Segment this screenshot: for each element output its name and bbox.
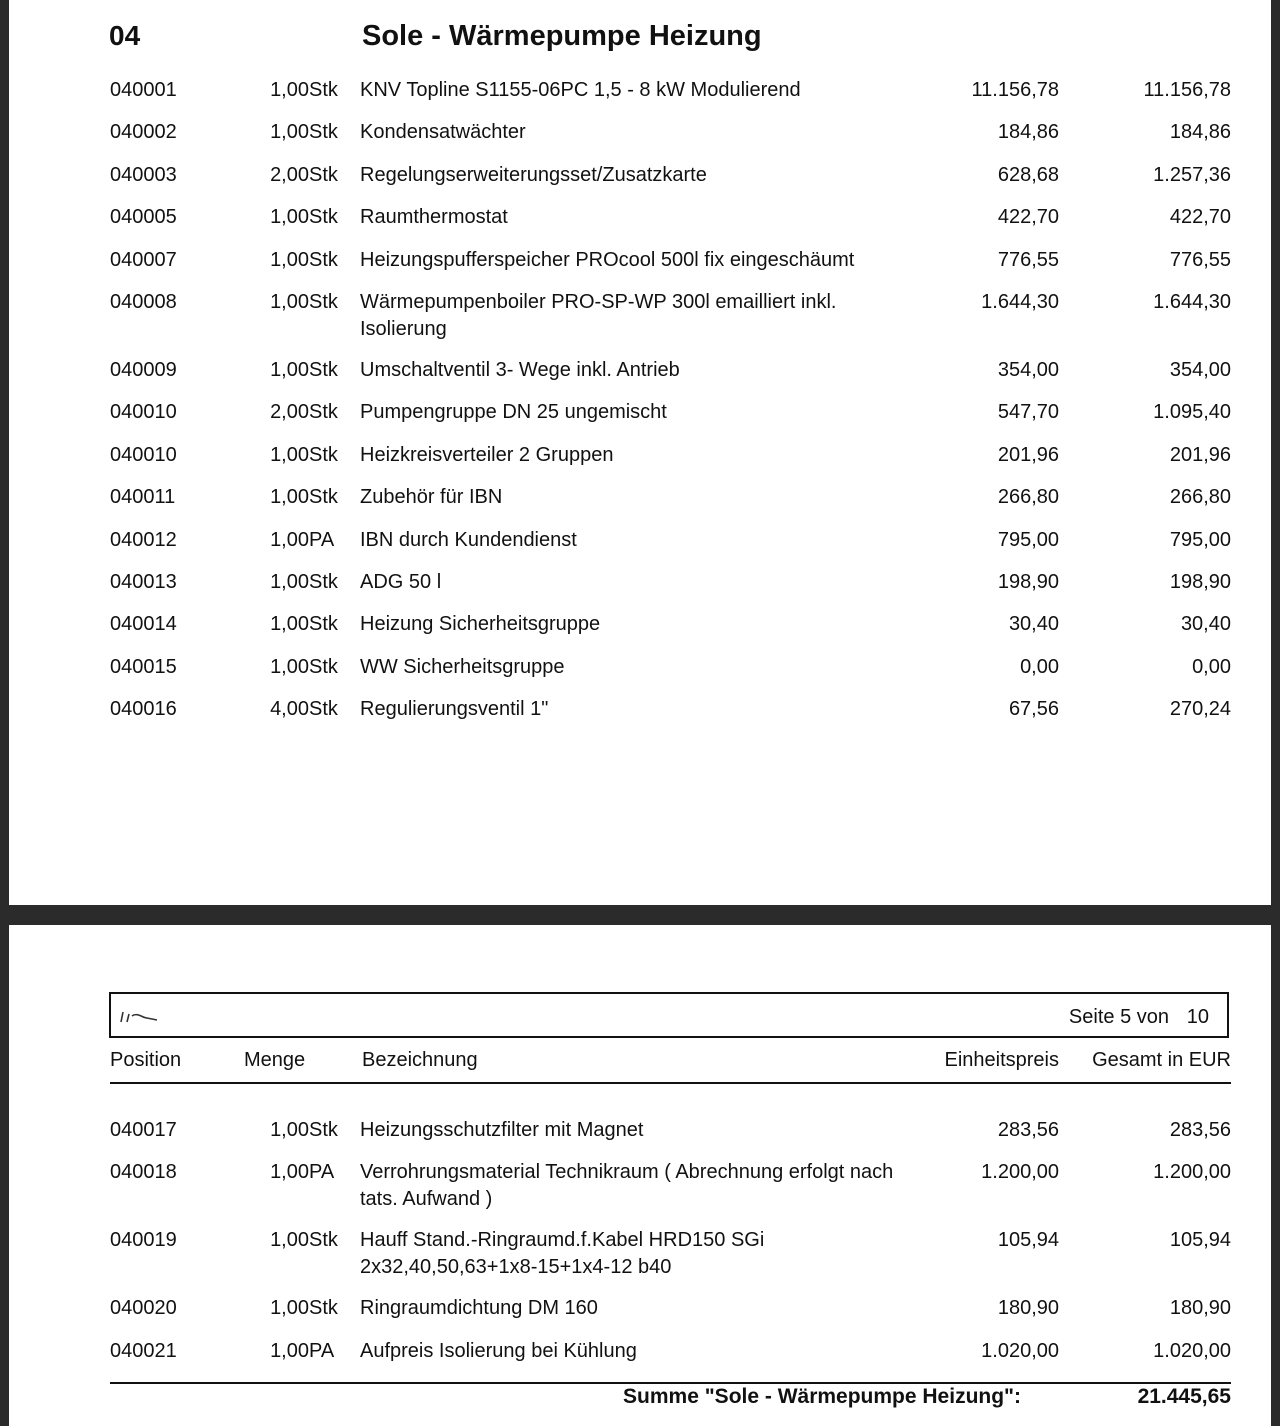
section-number: 04 <box>109 20 141 51</box>
unit-price-cell: 1.200,00 <box>981 1161 1059 1184</box>
section-title: Sole - Wärmepumpe Heizung <box>362 20 762 52</box>
position-cell: 040010 <box>110 443 177 466</box>
description-cell: Heizung Sicherheitsgruppe <box>360 613 601 636</box>
description-cell: Regelungserweiterungsset/Zusatzkarte <box>360 163 707 186</box>
description-cell: Umschaltventil 3- Wege inkl. Antrieb <box>360 358 680 381</box>
table-row <box>9 399 1271 441</box>
position-cell: 040003 <box>110 163 177 186</box>
total-cell: 266,80 <box>1169 486 1231 509</box>
unit-price-cell: 0,00 <box>1020 655 1059 678</box>
unit-cell: Stk <box>309 79 338 101</box>
unit-price-cell: 547,70 <box>997 401 1059 424</box>
total-cell: 1.095,40 <box>1153 401 1231 424</box>
total-cell: 1.020,00 <box>1153 1339 1231 1362</box>
unit-cell: PA <box>309 1161 335 1184</box>
header-divider <box>110 1082 1231 1084</box>
table-row <box>9 696 1271 738</box>
description-cell: Kondensatwächter <box>360 121 526 144</box>
col-header-position: Position <box>110 1049 182 1071</box>
position-cell: 040009 <box>110 358 177 381</box>
table-row <box>9 654 1271 696</box>
line-items-page-1 <box>9 77 1271 738</box>
position-cell: 040011 <box>110 486 176 509</box>
unit-price-cell: 105,94 <box>997 1229 1059 1252</box>
section-header <box>9 18 1271 58</box>
section-summary <box>9 1385 1271 1415</box>
total-cell: 795,00 <box>1169 528 1231 551</box>
unit-cell: Stk <box>309 358 338 381</box>
table-row <box>9 162 1271 204</box>
total-cell: 270,24 <box>1169 698 1231 721</box>
table-row <box>9 442 1271 484</box>
unit-price-cell: 354,00 <box>997 358 1059 381</box>
unit-cell: Stk <box>309 248 338 271</box>
col-header-quantity: Menge <box>244 1049 306 1071</box>
total-cell: 201,96 <box>1169 443 1231 466</box>
quantity-cell: 1,00 <box>270 570 309 593</box>
quantity-cell: 2,00 <box>270 401 309 424</box>
unit-cell: Stk <box>309 1119 338 1141</box>
table-row <box>9 1295 1271 1337</box>
position-cell: 040007 <box>110 248 177 271</box>
summary-value: 21.445,65 <box>1137 1385 1231 1408</box>
table-row <box>9 1117 1271 1159</box>
table-row <box>9 289 1271 357</box>
unit-price-cell: 283,56 <box>997 1119 1059 1141</box>
description-cell: WW Sicherheitsgruppe <box>360 655 565 678</box>
quantity-cell: 1,00 <box>270 613 309 636</box>
summary-divider <box>110 1382 1231 1384</box>
description-cell <box>360 1227 945 1281</box>
description-line-2: Isolierung <box>360 317 447 340</box>
quantity-cell: 2,00 <box>270 163 309 186</box>
unit-price-cell: 198,90 <box>997 570 1059 593</box>
total-cell: 180,90 <box>1169 1297 1231 1320</box>
unit-price-cell: 795,00 <box>997 528 1059 551</box>
total-cell: 0,00 <box>1192 655 1231 678</box>
quantity-cell: 1,00 <box>270 1339 309 1362</box>
table-row <box>9 119 1271 161</box>
description-cell <box>360 289 945 343</box>
quantity-cell: 1,00 <box>270 248 309 271</box>
document-page-1 <box>9 0 1271 905</box>
total-cell: 1.644,30 <box>1153 290 1231 313</box>
unit-price-cell: 422,70 <box>997 206 1059 229</box>
position-cell: 040013 <box>110 570 177 593</box>
unit-cell: Stk <box>309 401 338 424</box>
position-cell: 040014 <box>110 613 177 636</box>
table-row <box>9 1227 1271 1295</box>
description-line-1: Verrohrungsmaterial Technikraum ( Abrechnung erfolgt nach <box>360 1161 894 1184</box>
total-cell: 283,56 <box>1169 1119 1231 1141</box>
unit-cell: Stk <box>309 698 338 721</box>
table-row <box>9 247 1271 289</box>
unit-cell: Stk <box>309 163 338 186</box>
position-cell: 040019 <box>110 1229 177 1252</box>
quantity-cell: 1,00 <box>270 1119 309 1141</box>
page-total: 10 <box>1186 1006 1209 1028</box>
description-cell: Heizungsschutzfilter mit Magnet <box>360 1119 644 1141</box>
quantity-cell: 1,00 <box>270 486 309 509</box>
total-cell: 776,55 <box>1169 248 1231 271</box>
total-cell: 11.156,78 <box>1143 79 1231 101</box>
document-page-2 <box>9 925 1271 1426</box>
quantity-cell: 1,00 <box>270 443 309 466</box>
col-header-total: Gesamt in EUR <box>1092 1049 1231 1071</box>
unit-cell: PA <box>309 528 335 551</box>
position-cell: 040020 <box>110 1297 177 1320</box>
unit-cell: Stk <box>309 486 338 509</box>
unit-price-cell: 1.644,30 <box>981 290 1059 313</box>
table-row <box>9 204 1271 246</box>
total-cell: 184,86 <box>1169 121 1231 144</box>
position-cell: 040001 <box>110 79 177 101</box>
description-cell: KNV Topline S1155-06PC 1,5 - 8 kW Modulierend <box>360 79 801 101</box>
description-cell: IBN durch Kundendienst <box>360 528 577 551</box>
description-cell: Heizungspufferspeicher PROcool 500l fix eingeschäumt <box>360 248 855 271</box>
position-cell: 040005 <box>110 206 177 229</box>
description-line-2: tats. Aufwand ) <box>360 1188 493 1211</box>
description-cell: Regulierungsventil 1" <box>360 698 549 721</box>
description-cell: ADG 50 l <box>360 570 442 593</box>
quantity-cell: 1,00 <box>270 79 309 101</box>
quantity-cell: 4,00 <box>270 698 309 721</box>
page-header-box <box>109 992 1229 1038</box>
summary-label: Summe "Sole - Wärmepumpe Heizung": <box>623 1385 1021 1408</box>
description-cell <box>360 1159 945 1213</box>
description-cell: Heizkreisverteiler 2 Gruppen <box>360 443 614 466</box>
description-cell: Zubehör für IBN <box>360 486 503 509</box>
table-row <box>9 357 1271 399</box>
unit-price-cell: 266,80 <box>997 486 1059 509</box>
quantity-cell: 1,00 <box>270 655 309 678</box>
unit-cell: Stk <box>309 655 338 678</box>
table-row <box>9 569 1271 611</box>
position-cell: 040010 <box>110 401 177 424</box>
description-cell: Raumthermostat <box>360 206 508 229</box>
description-line-1: Wärmepumpenboiler PRO-SP-WP 300l emailliert inkl. <box>360 290 837 313</box>
table-row <box>9 484 1271 526</box>
unit-price-cell: 180,90 <box>997 1297 1059 1320</box>
position-cell: 040018 <box>110 1161 177 1184</box>
total-cell: 105,94 <box>1169 1229 1231 1252</box>
unit-cell: Stk <box>309 443 338 466</box>
company-logo-icon <box>117 1006 161 1024</box>
unit-cell: Stk <box>309 1297 338 1320</box>
unit-price-cell: 776,55 <box>997 248 1059 271</box>
unit-price-cell: 201,96 <box>997 443 1059 466</box>
unit-price-cell: 30,40 <box>1008 613 1059 636</box>
unit-cell: Stk <box>309 121 338 144</box>
table-row <box>9 1338 1271 1380</box>
quantity-cell: 1,00 <box>270 1297 309 1320</box>
unit-cell: Stk <box>309 206 338 229</box>
quantity-cell: 1,00 <box>270 528 309 551</box>
unit-price-cell: 1.020,00 <box>981 1339 1059 1362</box>
total-cell: 1.200,00 <box>1153 1161 1231 1184</box>
position-cell: 040012 <box>110 528 177 551</box>
description-cell: Aufpreis Isolierung bei Kühlung <box>360 1339 637 1362</box>
total-cell: 1.257,36 <box>1153 163 1231 186</box>
table-column-headers <box>9 1049 1271 1077</box>
total-cell: 30,40 <box>1180 613 1231 636</box>
quantity-cell: 1,00 <box>270 1161 309 1184</box>
unit-cell: Stk <box>309 290 338 313</box>
description-cell: Pumpengruppe DN 25 ungemischt <box>360 401 667 424</box>
total-cell: 422,70 <box>1169 206 1231 229</box>
table-row <box>9 1159 1271 1227</box>
unit-cell: Stk <box>309 613 338 636</box>
unit-cell: Stk <box>309 1229 338 1252</box>
position-cell: 040016 <box>110 698 177 721</box>
description-line-2: 2x32,40,50,63+1x8-15+1x4-12 b40 <box>360 1256 672 1279</box>
table-row <box>9 611 1271 653</box>
unit-cell: Stk <box>309 570 338 593</box>
total-cell: 354,00 <box>1169 358 1231 381</box>
position-cell: 040017 <box>110 1119 177 1141</box>
page-indicator-label: Seite 5 von <box>1068 1006 1169 1028</box>
quantity-cell: 1,00 <box>270 206 309 229</box>
table-row <box>9 527 1271 569</box>
line-items-page-2 <box>9 1117 1271 1380</box>
col-header-unit-price: Einheitspreis <box>944 1049 1059 1071</box>
col-header-description: Bezeichnung <box>362 1049 478 1071</box>
unit-cell: PA <box>309 1339 335 1362</box>
position-cell: 040008 <box>110 290 177 313</box>
position-cell: 040002 <box>110 121 177 144</box>
table-row <box>9 77 1271 119</box>
unit-price-cell: 11.156,78 <box>971 79 1059 101</box>
position-cell: 040015 <box>110 655 177 678</box>
description-line-1: Hauff Stand.-Ringraumd.f.Kabel HRD150 SGi <box>360 1229 765 1252</box>
total-cell: 198,90 <box>1169 570 1231 593</box>
position-cell: 040021 <box>110 1339 177 1362</box>
unit-price-cell: 67,56 <box>1008 698 1059 721</box>
quantity-cell: 1,00 <box>270 358 309 381</box>
quantity-cell: 1,00 <box>270 121 309 144</box>
unit-price-cell: 628,68 <box>997 163 1059 186</box>
quantity-cell: 1,00 <box>270 290 309 313</box>
quantity-cell: 1,00 <box>270 1229 309 1252</box>
unit-price-cell: 184,86 <box>997 121 1059 144</box>
description-cell: Ringraumdichtung DM 160 <box>360 1297 598 1320</box>
